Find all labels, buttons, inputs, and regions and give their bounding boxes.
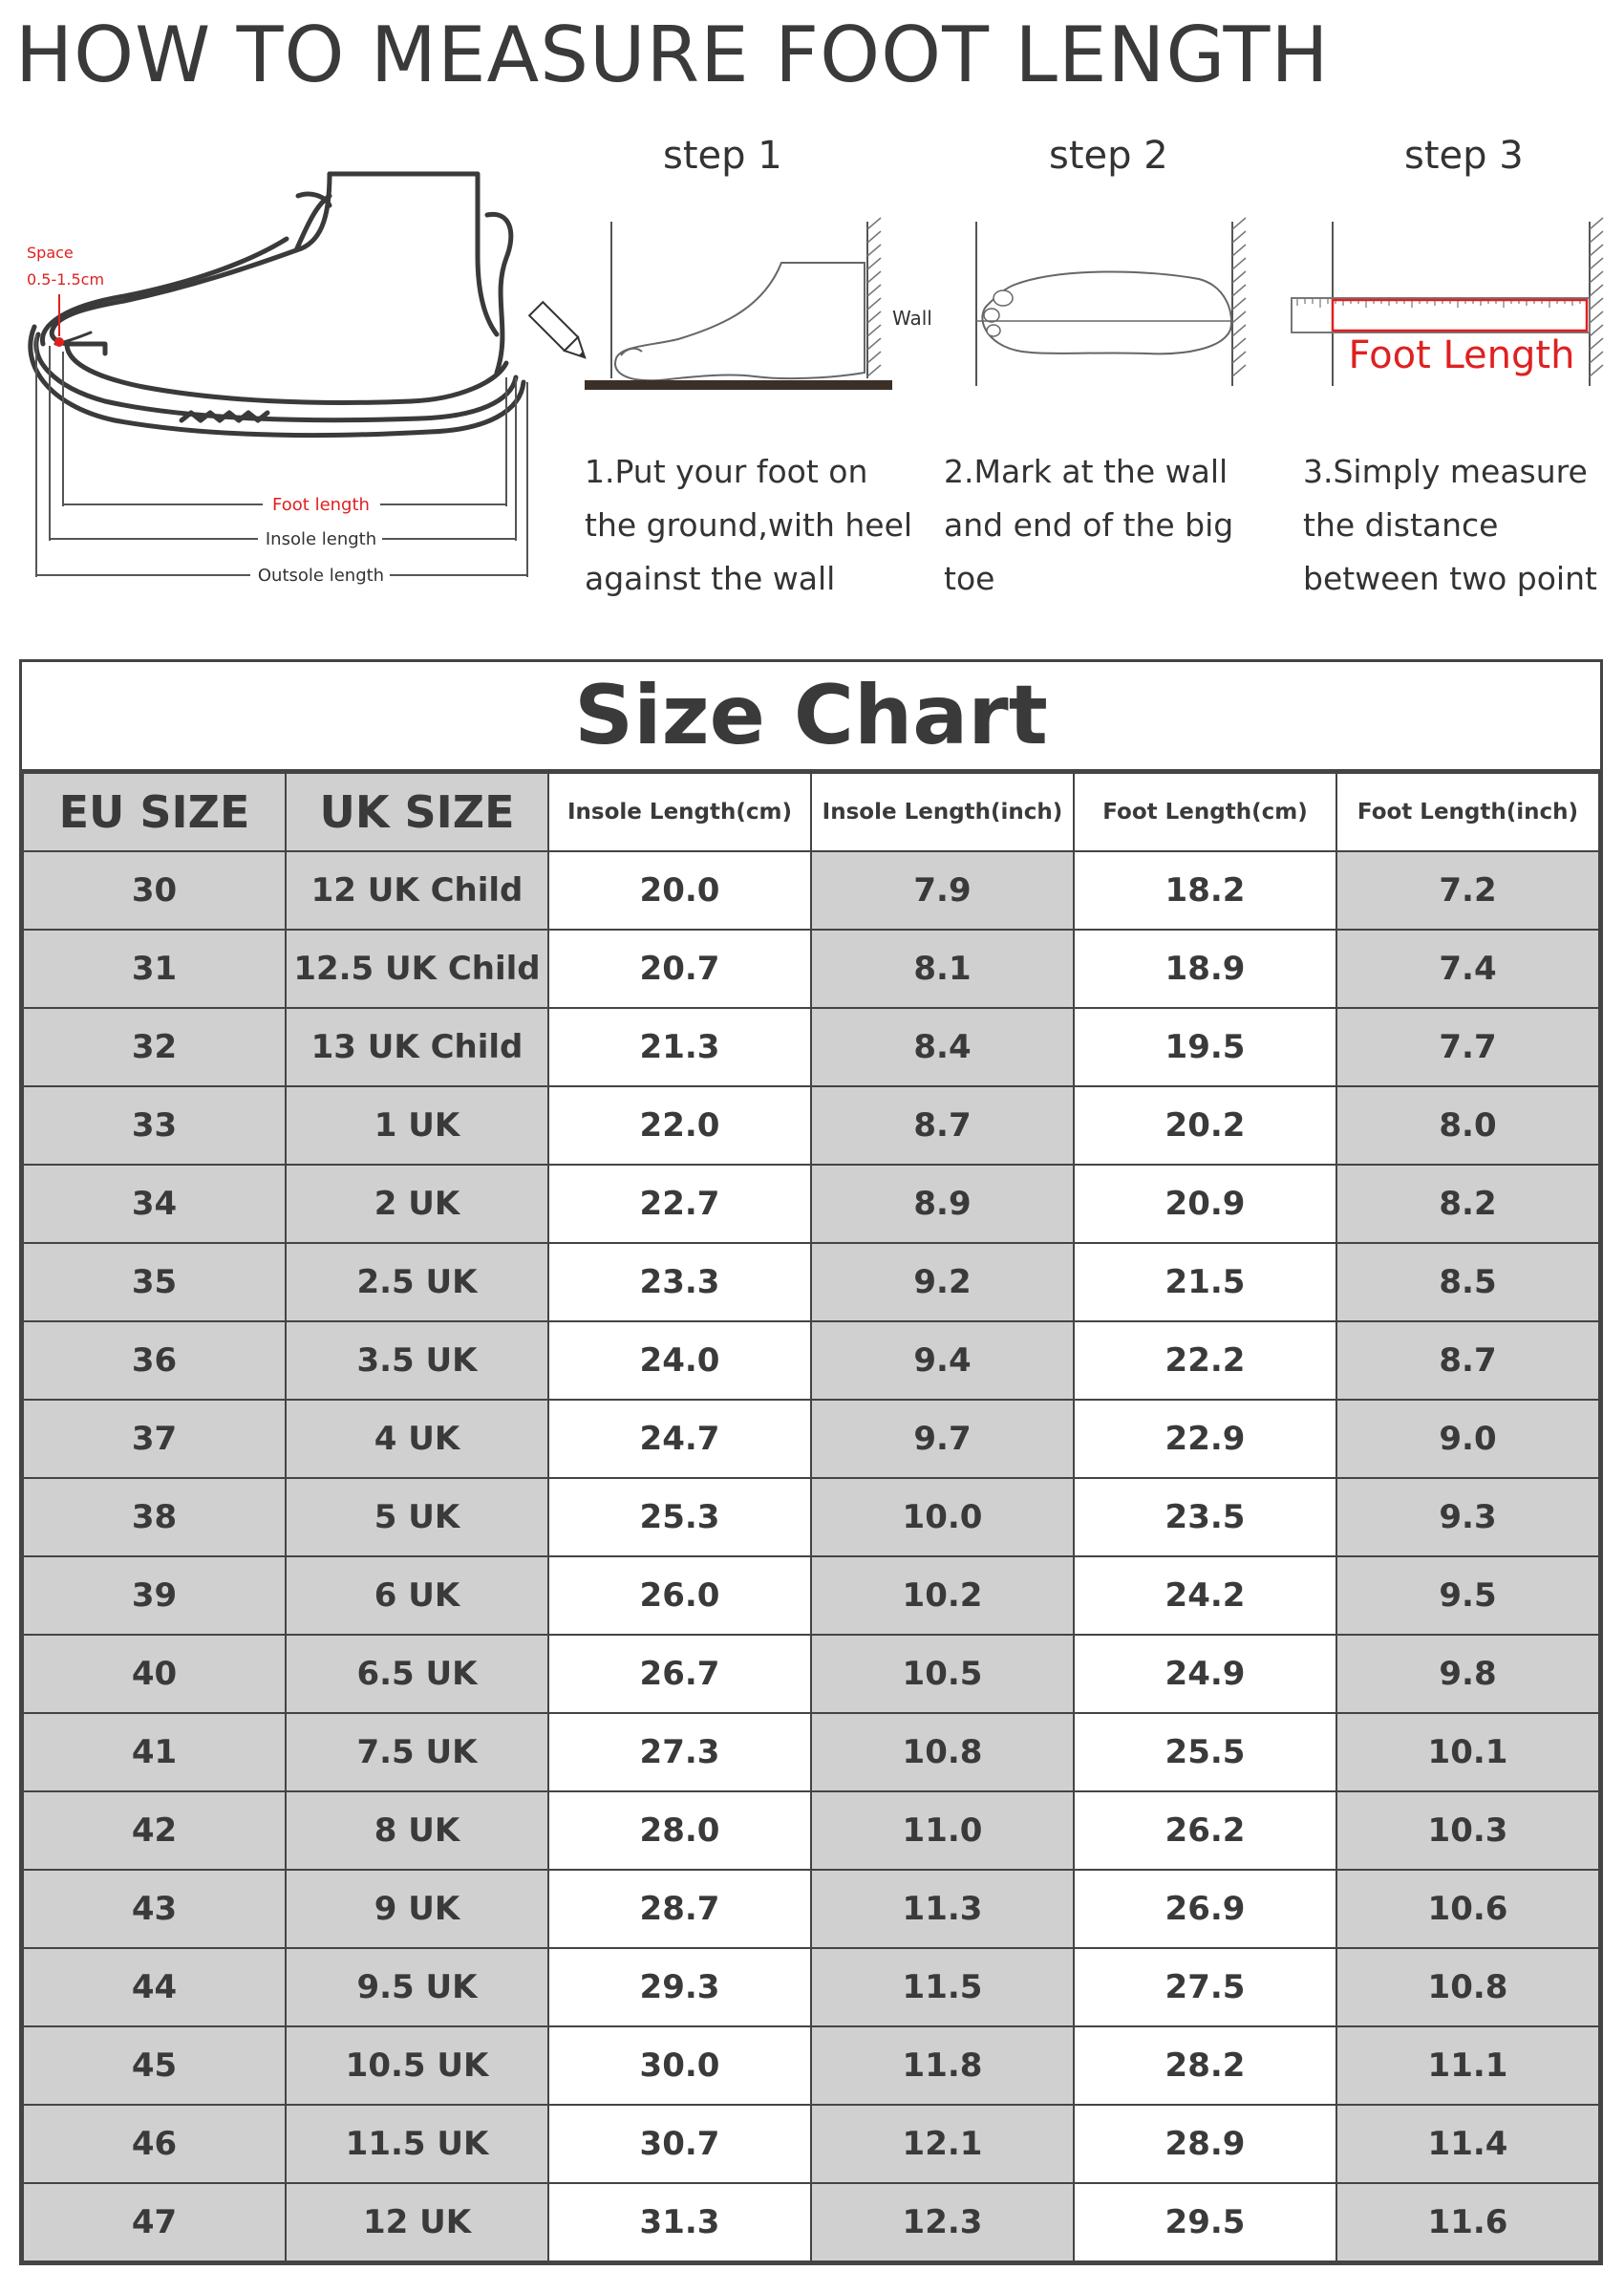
foot-inch-cell: 7.2: [1336, 851, 1599, 930]
foot-cm-cell: 21.5: [1074, 1243, 1336, 1321]
insole-inch-cell: 11.5: [811, 1948, 1074, 2026]
eu-size-cell: 33: [23, 1086, 286, 1165]
insole-cm-cell: 26.0: [548, 1556, 811, 1635]
table-row: [23, 1870, 1599, 1948]
insole-length-label: Insole length: [265, 529, 377, 549]
eu-size-cell: 41: [23, 1713, 286, 1791]
foot-inch-cell: 11.1: [1336, 2026, 1599, 2105]
wall-label: Wall: [892, 307, 932, 330]
foot-cm-cell: 28.2: [1074, 2026, 1336, 2105]
insole-cm-cell: 24.0: [548, 1321, 811, 1400]
step-2-text: 2.Mark at the wall and end of the big toe: [944, 453, 1234, 597]
eu-size-cell: 37: [23, 1400, 286, 1478]
insole-inch-cell: 10.2: [811, 1556, 1074, 1635]
insole-cm-cell: 31.3: [548, 2183, 811, 2261]
eu-size-cell: 35: [23, 1243, 286, 1321]
eu-size-cell: 34: [23, 1165, 286, 1243]
insole-inch-cell: 7.9: [811, 851, 1074, 930]
insole-cm-cell: 29.3: [548, 1948, 811, 2026]
table-row: [23, 2105, 1599, 2183]
header-uk-size: UK SIZE: [286, 773, 548, 851]
uk-size-cell: 2.5 UK: [286, 1243, 548, 1321]
table-row: [23, 851, 1599, 930]
table-row: [23, 1008, 1599, 1086]
insole-inch-cell: 10.8: [811, 1713, 1074, 1791]
uk-size-cell: 12 UK: [286, 2183, 548, 2261]
table-row: [23, 1165, 1599, 1243]
insole-inch-cell: 8.7: [811, 1086, 1074, 1165]
step-1-text: 1.Put your foot on the ground,with heel against the wall: [585, 453, 913, 597]
step-2-heading: step 2: [1049, 134, 1168, 178]
foot-inch-cell: 11.4: [1336, 2105, 1599, 2183]
insole-cm-cell: 22.0: [548, 1086, 811, 1165]
table-row: [23, 1635, 1599, 1713]
foot-cm-cell: 20.2: [1074, 1086, 1336, 1165]
foot-inch-cell: 9.8: [1336, 1635, 1599, 1713]
foot-cm-cell: 22.9: [1074, 1400, 1336, 1478]
header-foot-cm: Foot Length(cm): [1074, 773, 1336, 851]
insole-cm-cell: 27.3: [548, 1713, 811, 1791]
eu-size-cell: 38: [23, 1478, 286, 1556]
foot-cm-cell: 29.5: [1074, 2183, 1336, 2261]
eu-size-cell: 47: [23, 2183, 286, 2261]
foot-inch-cell: 10.3: [1336, 1791, 1599, 1870]
eu-size-cell: 31: [23, 930, 286, 1008]
uk-size-cell: 2 UK: [286, 1165, 548, 1243]
foot-cm-cell: 22.2: [1074, 1321, 1336, 1400]
header-insole-cm: Insole Length(cm): [548, 773, 811, 851]
uk-size-cell: 11.5 UK: [286, 2105, 548, 2183]
eu-size-cell: 42: [23, 1791, 286, 1870]
table-row: [23, 930, 1599, 1008]
foot-inch-cell: 7.4: [1336, 930, 1599, 1008]
header-insole-inch: Insole Length(inch): [811, 773, 1074, 851]
foot-inch-cell: 10.6: [1336, 1870, 1599, 1948]
uk-size-cell: 8 UK: [286, 1791, 548, 1870]
foot-inch-cell: 8.7: [1336, 1321, 1599, 1400]
uk-size-cell: 6.5 UK: [286, 1635, 548, 1713]
foot-cm-cell: 24.9: [1074, 1635, 1336, 1713]
foot-cm-cell: 26.9: [1074, 1870, 1336, 1948]
eu-size-cell: 46: [23, 2105, 286, 2183]
insole-cm-cell: 28.7: [548, 1870, 811, 1948]
header-foot-inch: Foot Length(inch): [1336, 773, 1599, 851]
size-chart: [19, 659, 1603, 2265]
foot-cm-cell: 26.2: [1074, 1791, 1336, 1870]
table-row: [23, 1556, 1599, 1635]
insole-cm-cell: 20.7: [548, 930, 811, 1008]
eu-size-cell: 45: [23, 2026, 286, 2105]
uk-size-cell: 7.5 UK: [286, 1713, 548, 1791]
foot-cm-cell: 27.5: [1074, 1948, 1336, 2026]
insole-inch-cell: 12.3: [811, 2183, 1074, 2261]
foot-cm-cell: 25.5: [1074, 1713, 1336, 1791]
table-row: [23, 1400, 1599, 1478]
insole-inch-cell: 9.7: [811, 1400, 1074, 1478]
insole-inch-cell: 8.4: [811, 1008, 1074, 1086]
eu-size-cell: 39: [23, 1556, 286, 1635]
insole-inch-cell: 11.3: [811, 1870, 1074, 1948]
outsole-length-label: Outsole length: [257, 566, 385, 586]
uk-size-cell: 12.5 UK Child: [286, 930, 548, 1008]
table-row: [23, 2026, 1599, 2105]
foot-cm-cell: 18.2: [1074, 851, 1336, 930]
insole-inch-cell: 10.5: [811, 1635, 1074, 1713]
insole-cm-cell: 23.3: [548, 1243, 811, 1321]
uk-size-cell: 5 UK: [286, 1478, 548, 1556]
uk-size-cell: 1 UK: [286, 1086, 548, 1165]
insole-inch-cell: 12.1: [811, 2105, 1074, 2183]
table-row: [23, 1086, 1599, 1165]
foot-inch-cell: 9.0: [1336, 1400, 1599, 1478]
insole-cm-cell: 20.0: [548, 851, 811, 930]
foot-cm-cell: 23.5: [1074, 1478, 1336, 1556]
insole-cm-cell: 28.0: [548, 1791, 811, 1870]
space-value: 0.5-1.5cm: [27, 270, 105, 289]
table-row: [23, 1321, 1599, 1400]
insole-inch-cell: 11.0: [811, 1791, 1074, 1870]
size-table-header: [23, 773, 1599, 851]
table-row: [23, 1478, 1599, 1556]
space-label: Space: [27, 244, 74, 262]
insole-inch-cell: 9.2: [811, 1243, 1074, 1321]
step2-illustration: [976, 218, 1246, 386]
header-eu-size: EU SIZE: [23, 773, 286, 851]
foot-inch-cell: 11.6: [1336, 2183, 1599, 2261]
uk-size-cell: 3.5 UK: [286, 1321, 548, 1400]
table-row: [23, 2183, 1599, 2261]
foot-length-label: Foot length: [272, 495, 370, 515]
insole-cm-cell: 25.3: [548, 1478, 811, 1556]
foot-inch-cell: 8.5: [1336, 1243, 1599, 1321]
foot-inch-cell: 8.2: [1336, 1165, 1599, 1243]
table-row: [23, 1791, 1599, 1870]
foot-cm-cell: 20.9: [1074, 1165, 1336, 1243]
insole-inch-cell: 11.8: [811, 2026, 1074, 2105]
eu-size-cell: 40: [23, 1635, 286, 1713]
insole-cm-cell: 30.0: [548, 2026, 811, 2105]
foot-cm-cell: 24.2: [1074, 1556, 1336, 1635]
insole-inch-cell: 8.1: [811, 930, 1074, 1008]
step-1-heading: step 1: [663, 134, 782, 178]
uk-size-cell: 4 UK: [286, 1400, 548, 1478]
insole-inch-cell: 8.9: [811, 1165, 1074, 1243]
insole-cm-cell: 26.7: [548, 1635, 811, 1713]
size-table: [22, 772, 1600, 2262]
step-3-text: 3.Simply measure the distance between two point: [1303, 453, 1597, 597]
eu-size-cell: 43: [23, 1870, 286, 1948]
shoe-diagram: [31, 174, 524, 436]
table-row: [23, 1948, 1599, 2026]
foot-inch-cell: 7.7: [1336, 1008, 1599, 1086]
foot-inch-cell: 10.8: [1336, 1948, 1599, 2026]
step1-illustration: [529, 218, 892, 390]
page-title: HOW TO MEASURE FOOT LENGTH: [15, 11, 1330, 99]
step-3-heading: step 3: [1404, 134, 1524, 178]
foot-inch-cell: 10.1: [1336, 1713, 1599, 1791]
foot-cm-cell: 18.9: [1074, 930, 1336, 1008]
eu-size-cell: 32: [23, 1008, 286, 1086]
space-marker: [54, 337, 64, 347]
foot-inch-cell: 9.5: [1336, 1556, 1599, 1635]
uk-size-cell: 12 UK Child: [286, 851, 548, 930]
insole-inch-cell: 9.4: [811, 1321, 1074, 1400]
uk-size-cell: 6 UK: [286, 1556, 548, 1635]
ruler-foot-length-label: Foot Length: [1348, 333, 1575, 377]
foot-inch-cell: 9.3: [1336, 1478, 1599, 1556]
insole-cm-cell: 22.7: [548, 1165, 811, 1243]
foot-cm-cell: 19.5: [1074, 1008, 1336, 1086]
uk-size-cell: 10.5 UK: [286, 2026, 548, 2105]
size-chart-title: Size Chart: [22, 662, 1600, 772]
uk-size-cell: 9.5 UK: [286, 1948, 548, 2026]
table-row: [23, 1713, 1599, 1791]
uk-size-cell: 9 UK: [286, 1870, 548, 1948]
uk-size-cell: 13 UK Child: [286, 1008, 548, 1086]
table-row: [23, 1243, 1599, 1321]
eu-size-cell: 44: [23, 1948, 286, 2026]
foot-inch-cell: 8.0: [1336, 1086, 1599, 1165]
foot-cm-cell: 28.9: [1074, 2105, 1336, 2183]
insole-inch-cell: 10.0: [811, 1478, 1074, 1556]
eu-size-cell: 30: [23, 851, 286, 930]
insole-cm-cell: 30.7: [548, 2105, 811, 2183]
insole-cm-cell: 21.3: [548, 1008, 811, 1086]
eu-size-cell: 36: [23, 1321, 286, 1400]
insole-cm-cell: 24.7: [548, 1400, 811, 1478]
